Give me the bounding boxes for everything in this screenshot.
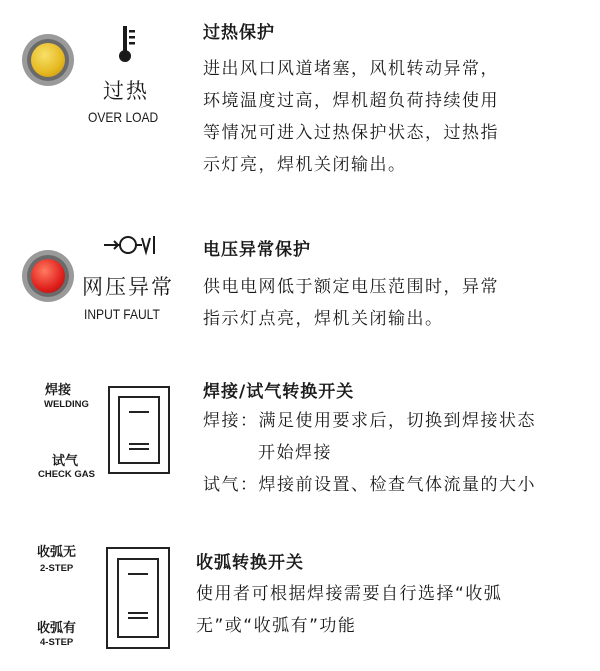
arc-body [196, 578, 502, 642]
overheat-title: 过热保护 [203, 23, 275, 43]
weld-desc-1: 满足使用要求后，切换到焊接状态 [258, 411, 536, 431]
weld-label-cn: 焊接 [45, 383, 72, 398]
arc-top-label-en: 2-STEP [40, 563, 74, 574]
overheat-label-cn: 过热 [103, 79, 149, 103]
arc-bottom-label-cn: 收弧有 [37, 621, 77, 636]
arc-switch-mark-bottom-1 [128, 612, 148, 614]
weld-gas-body [203, 405, 536, 501]
weld-gas-row-1 [203, 405, 536, 437]
gas-label-cn: 试气 [52, 454, 79, 469]
overheat-line-3: 等情况可进入过热保护状态，过热指 [203, 123, 499, 143]
weld-gas-row-1b [203, 437, 536, 469]
thermometer-icon [118, 24, 138, 64]
weld-label-en: WELDING [44, 399, 89, 410]
voltage-title: 电压异常保护 [203, 240, 311, 260]
voltage-lamp [22, 250, 74, 302]
weld-key: 焊接： [203, 411, 259, 431]
voltage-body [203, 271, 499, 335]
overheat-line-2: 环境温度过高，焊机超负荷持续使用 [203, 91, 499, 111]
arc-switch-mark-top [128, 573, 148, 575]
weld-gas-switch-mark-top [129, 411, 149, 413]
weld-gas-switch-mark-bottom-1 [129, 443, 149, 445]
weld-gas-switch[interactable] [108, 386, 170, 474]
weld-gas-row-2 [203, 469, 536, 501]
arc-switch[interactable] [106, 547, 170, 649]
arc-switch-mark-bottom-2 [128, 617, 148, 619]
weld-gas-switch-mark-bottom-2 [129, 448, 149, 450]
overheat-line-4: 示灯亮，焊机关闭输出。 [203, 155, 407, 175]
overheat-lamp [22, 34, 74, 86]
weld-gas-title: 焊接/试气转换开关 [203, 382, 355, 402]
arc-top-label-cn: 收弧无 [37, 545, 77, 560]
overheat-body [203, 53, 499, 181]
arc-bottom-label-en: 4-STEP [40, 637, 74, 648]
gas-label-en: CHECK GAS [38, 469, 96, 480]
gas-key: 试气： [203, 475, 259, 495]
voltage-line-1: 供电电网低于额定电压范围时，异常 [203, 277, 499, 297]
voltage-lamp-light [31, 259, 65, 293]
overheat-label-en: OVER LOAD [88, 109, 159, 125]
weld-gas-switch-rocker [118, 396, 160, 464]
gas-desc-1: 焊接前设置、检查气体流量的大小 [258, 475, 536, 495]
voltage-label-cn: 网压异常 [82, 275, 174, 299]
weld-desc-2: 开始焊接 [258, 443, 332, 463]
voltage-label-en: INPUT FAULT [84, 306, 160, 322]
arc-switch-rocker [117, 558, 159, 638]
voltage-input-icon [104, 232, 160, 258]
overheat-line-1: 进出风口风道堵塞，风机转动异常， [203, 59, 499, 79]
arc-line-1: 使用者可根据焊接需要自行选择“收弧 [196, 584, 503, 604]
arc-title: 收弧转换开关 [196, 553, 304, 573]
overheat-lamp-light [31, 43, 65, 77]
arc-line-2: 无”或“收弧有”功能 [196, 616, 357, 636]
voltage-line-2: 指示灯点亮，焊机关闭输出。 [203, 309, 444, 329]
